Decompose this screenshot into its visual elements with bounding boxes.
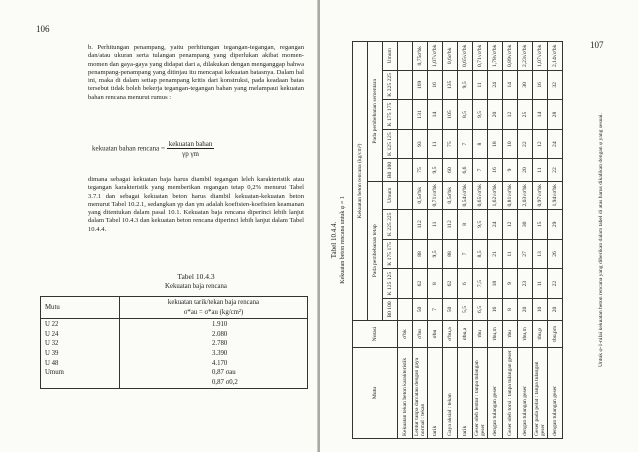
table-body <box>398 42 563 439</box>
row-value: 7,5 <box>473 269 488 299</box>
row-value: 112 <box>443 210 458 240</box>
table-row <box>413 42 428 439</box>
row-notasi: τbu,p <box>533 321 548 348</box>
row-value: 6,6 <box>458 159 473 181</box>
table-10-4-3-title: Tabel 10.4.3 <box>177 272 215 281</box>
row-label: Kekuatan tekan beton karakteristik <box>398 348 413 439</box>
table-10-4-4-subtitle: Kekuatan beton rencana untuk φ = 1 <box>340 196 346 284</box>
row-value: 5,5 <box>458 298 473 320</box>
row-value: 135 <box>443 70 458 100</box>
table-row <box>443 42 458 439</box>
table-row <box>548 42 563 439</box>
table-row <box>503 42 518 439</box>
row-value: 0,75σ'bk <box>413 42 428 71</box>
row-value: 8,5 <box>458 100 473 130</box>
row-notasi: σ'bu,a <box>443 321 458 348</box>
row-value: 0,6σ'bk <box>443 42 458 71</box>
row-value: 11 <box>533 159 548 181</box>
row-value: 1,07√σ'bk <box>533 42 548 71</box>
row-value <box>398 298 413 320</box>
row-value: 10 <box>503 129 518 159</box>
row-value: 9 <box>503 269 518 299</box>
row-label: dengan tulangan geser <box>488 348 503 439</box>
row-label: tarik <box>428 348 443 439</box>
row-value: 0,65√σ'bk <box>473 181 488 209</box>
row-notasi: τbu,m <box>518 321 533 348</box>
row-notasi: σ'bk <box>398 321 413 348</box>
row-value: 8 <box>428 269 443 299</box>
strength-value: 2.080 <box>212 330 228 338</box>
paragraph-b: b. Perhitungan penampang, yaitu perhitungan tegangan-tegangan, regangan dan/atau ukuran serta tulangan penampang yang diperlukan akibat momen-momen dan gaya-gaya yang didapat dari a, dilakukan dengan menganggap bahwa penampang-penampang yang ditinjau itu mencapai kekuatan batasnya. Dalam hal ini, maka di dalam setiap penampang kritis dari konstruksi, pada keadaan batas tersebut tidak boleh bekerja tegangan-tegangan bahan yang melampaui kekuatan bahan rencana menurut rumus : <box>88 44 304 101</box>
row-value: 9,5 <box>428 239 443 269</box>
row-value: 11 <box>428 129 443 159</box>
grade-col-header: K 125 125 <box>383 129 398 159</box>
row-label: tarik <box>458 348 473 439</box>
row-value: 0,71√σ'bk <box>473 42 488 71</box>
row-value: 2,23√σ'bk <box>518 42 533 71</box>
strength-header <box>120 297 308 319</box>
header-row-1 <box>353 42 368 439</box>
row-value: 20 <box>488 100 503 130</box>
row-value: 18 <box>488 129 503 159</box>
row-value <box>398 129 413 159</box>
row-value: 13 <box>533 239 548 269</box>
row-notasi: τbu,m <box>488 321 503 348</box>
row-value: 1,78√σ'bk <box>488 42 503 71</box>
page-number-right: 107 <box>590 40 604 50</box>
formula-numerator: kekuatan bahan <box>168 140 213 148</box>
row-value: 9,5 <box>473 100 488 130</box>
row-value <box>398 70 413 100</box>
paragraph-c: dimana sebagai kekuatan baja harus diambil tegangan leleh karakteristik atau tegangan karakteristik yang memberikan regangan tetap 0,2% menurut Tabel 3.7.1 dan sebagai kekuatan beton harus diambil kekuatan-kekuatan beton menurut Tabel 10.2.1, sedangkan γp dan γm adalah koefisien-koefisien keamanan yang ditentukan dalam pasal 10.1. Kekuatan baja rencana diperinci lebih lanjut dalam Tabel 10.4.3 dan kekuatan beton rencana diperinci lebih lanjut dalam Tabel 10.4.4. <box>88 176 304 233</box>
row-value: 26 <box>548 239 563 269</box>
row-value: 169 <box>413 70 428 100</box>
row-notasi: τbu <box>503 321 518 348</box>
row-value: 30 <box>518 70 533 100</box>
row-value: 20 <box>518 159 533 181</box>
row-value: 7 <box>473 159 488 181</box>
table-footnote: Untuk φ-1-nilai kekuatan beton rencana yang diberikan dalam tabel di atas harus dikalikan dengan φ yang sesuai. <box>598 113 604 367</box>
strength-group-header: Kekuatan beton rencana (kg/cm²) <box>353 42 368 321</box>
row-notasi: σbu,a <box>458 321 473 348</box>
row-label: Geser oleh lentur : tanpa tulangan geser <box>473 348 488 439</box>
row-value: 88 <box>443 239 458 269</box>
row-value: 112 <box>413 210 428 240</box>
formula-denominator: γp γm <box>182 150 199 158</box>
grade-col-header: K 175 175 <box>383 239 398 269</box>
row-value: 7 <box>458 239 473 269</box>
design-strength-formula <box>92 140 312 158</box>
row-value: 0,65√σ'bk <box>458 42 473 71</box>
row-value: 1,07√σ'bk <box>428 42 443 71</box>
row-value: 14 <box>503 70 518 100</box>
row-value: 27 <box>518 239 533 269</box>
row-value: 24 <box>488 70 503 100</box>
grade-item: U 24 <box>45 330 59 338</box>
formula-fraction <box>167 140 215 158</box>
grade-item: Umum <box>45 369 64 377</box>
row-value: 16 <box>533 70 548 100</box>
strength-value: 1.910 <box>212 321 228 329</box>
row-value: 24 <box>488 210 503 240</box>
grade-item: U 48 <box>45 359 59 367</box>
row-value: 16 <box>488 159 503 181</box>
row-value: 50 <box>413 298 428 320</box>
strength-value: 3.390 <box>212 349 228 357</box>
row-label: Lentur tanpa dan/atau dengan gaya normal : tekan <box>413 348 428 439</box>
row-value: 0,89√σ'bk <box>503 42 518 71</box>
row-value: 16 <box>428 70 443 100</box>
row-value: 23 <box>518 269 533 299</box>
row-value: 6 <box>458 269 473 299</box>
row-value: 8 <box>503 298 518 320</box>
temporary-load-header: Pada pembebanan sementara <box>368 42 383 182</box>
grades-cell <box>41 319 120 389</box>
row-value: 14 <box>533 100 548 130</box>
table-row <box>488 42 503 439</box>
row-value: 8 <box>473 129 488 159</box>
page-number-left: 106 <box>36 24 50 34</box>
row-value: 0,5σ'bk <box>443 181 458 209</box>
row-value: 0,71√σ'bk <box>428 181 443 209</box>
row-label: Gaya aksial : tekan <box>443 348 458 439</box>
row-value <box>398 181 413 209</box>
row-value: 21 <box>488 239 503 269</box>
strength-header-line1: kekuatan tarik/tekan baja rencana <box>167 299 260 306</box>
row-value: 7 <box>428 298 443 320</box>
mutu-col-header: Mutu <box>353 348 398 439</box>
row-value: 75 <box>443 129 458 159</box>
row-notasi: τbu,pm <box>548 321 563 348</box>
row-value: 50 <box>443 298 458 320</box>
row-value: 6,5 <box>473 298 488 320</box>
row-value: 7 <box>458 129 473 159</box>
row-label: dengan tulangan geser <box>548 348 563 439</box>
strength-value: 0,87 σau <box>212 369 236 377</box>
row-value: 9,5 <box>428 159 443 181</box>
row-value: 25 <box>518 100 533 130</box>
row-value: 11 <box>533 269 548 299</box>
row-value: 75 <box>413 159 428 181</box>
grade-item: U 39 <box>45 349 59 357</box>
row-value: 0,54√σ'bk <box>458 181 473 209</box>
grade-col-header: B0 100 <box>383 298 398 320</box>
row-value: 0,81√σ'bk <box>503 181 518 209</box>
grade-item: U 22 <box>45 321 59 329</box>
row-value: 62 <box>413 269 428 299</box>
row-value <box>398 269 413 299</box>
permanent-load-header: Pada pembebanan tetap <box>368 181 383 320</box>
row-value: 9,5 <box>458 70 473 100</box>
row-notasi: σbu <box>428 321 443 348</box>
table-body-row <box>41 319 308 389</box>
row-value: 24 <box>548 129 563 159</box>
row-value: 11 <box>503 239 518 269</box>
row-value: 20 <box>548 298 563 320</box>
row-value: 0,97√σ'bk <box>533 181 548 209</box>
row-value: 14 <box>428 100 443 130</box>
row-value: 60 <box>443 159 458 181</box>
grade-col-header: Umum <box>383 42 398 71</box>
row-label: Geser pada pelat : tanpa tulangan geser <box>533 348 548 439</box>
row-value: 29 <box>548 210 563 240</box>
row-value: 12 <box>503 210 518 240</box>
values-cell <box>120 319 308 389</box>
strength-value: 0,87 σ0,2 <box>212 378 238 386</box>
table-row <box>518 42 533 439</box>
notasi-col-header: Notasi <box>353 321 398 348</box>
table-row <box>533 42 548 439</box>
row-value: 12 <box>503 100 518 130</box>
left-page <box>0 0 318 452</box>
row-value: 1,62√σ'bk <box>488 181 503 209</box>
row-value: 10 <box>533 298 548 320</box>
table-row <box>473 42 488 439</box>
table-10-4-4-title: Tabel 10.4.4. <box>330 221 338 259</box>
row-value: 22 <box>548 269 563 299</box>
row-value <box>398 239 413 269</box>
row-value: 131 <box>413 100 428 130</box>
strength-value: 2.780 <box>212 340 228 348</box>
row-value: 30 <box>518 210 533 240</box>
concrete-strength-table <box>352 41 563 439</box>
row-value: 2,14√σ'bk <box>548 42 563 71</box>
row-notasi: τbu <box>473 321 488 348</box>
grade-item: U 32 <box>45 340 59 348</box>
row-value <box>398 159 413 181</box>
row-value: 11 <box>473 70 488 100</box>
table-row <box>428 42 443 439</box>
row-value: 28 <box>548 100 563 130</box>
formula-lhs: kekuatan bahan rencana = <box>92 144 165 153</box>
row-value: 18 <box>488 269 503 299</box>
row-value: 8 <box>458 210 473 240</box>
row-value <box>398 100 413 130</box>
row-value: 22 <box>518 129 533 159</box>
steel-strength-table <box>40 296 308 389</box>
table-row <box>458 42 473 439</box>
row-value <box>398 42 413 71</box>
row-value: 9,5 <box>473 210 488 240</box>
rotated-table-10-4-4 <box>330 35 620 445</box>
row-value: 88 <box>413 239 428 269</box>
row-value: 2,03√σ'bk <box>518 181 533 209</box>
strength-header-line2: σ*au = σ*au (kg/cm²) <box>183 308 244 316</box>
row-value: 62 <box>443 269 458 299</box>
grade-col-header: K 125 125 <box>383 269 398 299</box>
row-value: 9 <box>503 159 518 181</box>
row-value: 12 <box>533 129 548 159</box>
table-header-row <box>41 297 308 319</box>
row-value: 15 <box>533 210 548 240</box>
row-value: 32 <box>548 70 563 100</box>
grade-col-header: K 225 225 <box>383 210 398 240</box>
row-value: 105 <box>443 100 458 130</box>
row-value: 1,94√σ'bk <box>548 181 563 209</box>
row-value: 11 <box>428 210 443 240</box>
row-value: 93 <box>413 129 428 159</box>
grade-col-header: K 175 175 <box>383 100 398 130</box>
grade-col-header: K 225 225 <box>383 70 398 100</box>
row-value: 20 <box>518 298 533 320</box>
row-value: 8,5 <box>473 239 488 269</box>
row-value: 16 <box>488 298 503 320</box>
grade-col-header: Umum <box>383 181 398 209</box>
row-label: dengan tulangan geser <box>518 348 533 439</box>
row-label: Geser oleh torsi : tanpa tulangan geser <box>503 348 518 439</box>
grade-col-header: B0 100 <box>383 159 398 181</box>
row-value <box>398 210 413 240</box>
table-row <box>398 42 413 439</box>
row-value: 0,5σ'bk <box>413 181 428 209</box>
row-notasi: σ'bu <box>413 321 428 348</box>
strength-value: 4.170 <box>212 359 228 367</box>
mutu-header: Mutu <box>41 297 120 319</box>
row-value: 22 <box>548 159 563 181</box>
table-10-4-3-subtitle: Kekuatan baja rencana <box>165 283 227 290</box>
